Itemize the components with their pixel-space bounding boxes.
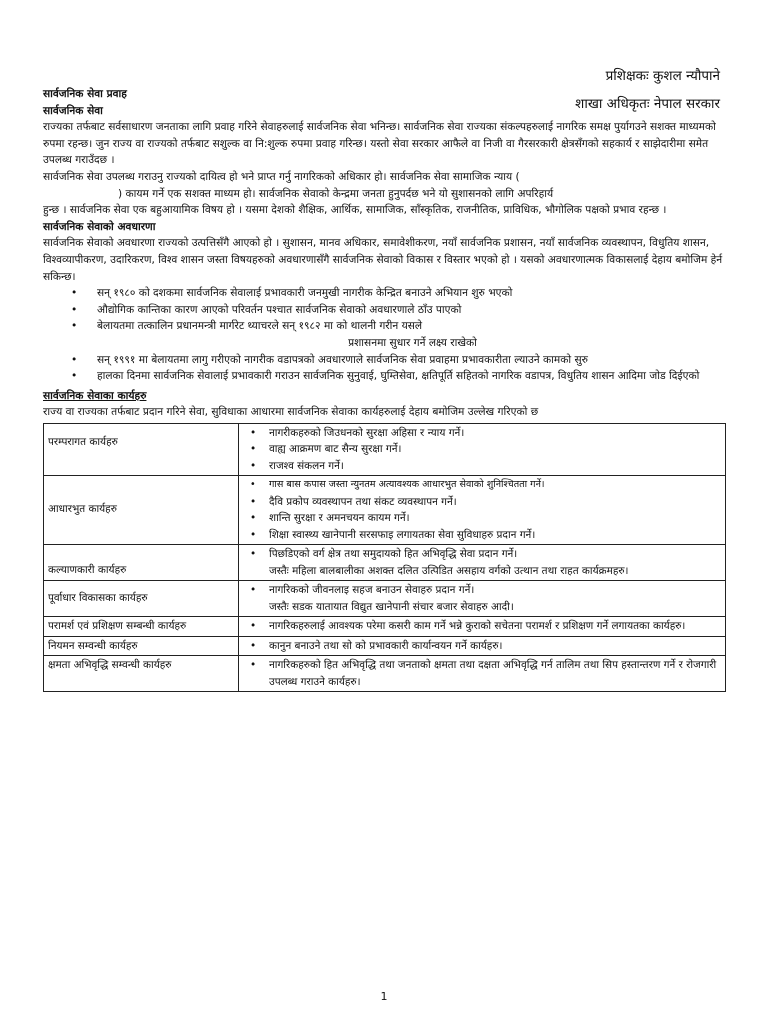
table-bullet-continued: जस्तैः सडक यातायात विद्युत खानेपानी संचार बजार सेवाहरु आदी।: [269, 600, 514, 613]
table-label-cell: नियमन सम्वन्धी कार्यहरु: [44, 636, 239, 656]
table-bullet: • पिछडिएको वर्ग क्षेत्र तथा समुदायको हित अभिवृद्धि सेवा प्रदान गर्ने।: [243, 546, 721, 563]
bullet-list: [43, 285, 728, 385]
section-subtitle: सार्वजनिक सेवा: [43, 104, 103, 117]
list-item: • औद्योगिक कान्तिका कारण आएको परिवर्तन पश्चात सार्वजनिक सेवाको अवधारणाले ठाँउ पाएको: [43, 302, 728, 319]
table-row: [44, 423, 726, 476]
list-item: • सन् १९८० को दशकमा सार्वजनिक सेवालाई प्रभावकारी जनमुखी नागरीक केन्द्रित बनाउने अभियान शुरु भएको: [43, 285, 728, 302]
table-label-cell: परम्परागत कार्यहरु: [44, 423, 239, 476]
table-bullet: • कानुन बनाउने तथा सो को प्रभावकारी कार्यान्वयन गर्ने कार्यहरु।: [243, 638, 721, 655]
table-content-cell: [239, 636, 726, 656]
table-row: [44, 656, 726, 692]
paragraph: सार्वजनिक सेवाको अवधारणा राज्यको उत्पत्तिसँगै आएको हो । सुशासन, मानव अधिकार, समावेशीकरण, नयाँ सार्वजनिक प्रशासन, नयाँ सार्वजनिक व्यवस्थापन, विधुतिय शासन, विश्वव्यापीकरण, उदारिकरण, विश्व शासन जस्ता विषयहरुको अवधारणासँगै सार्वजनिक सेवाको विकास र विस्तार भएको हो । यसको अवधारणात्मक विकासलाई देहाय बमोजिम हेर्न सकिन्छ।: [43, 237, 723, 283]
paragraph-continued: ) कायम गर्ने एक सशक्त माध्यम हो। सार्वजनिक सेवाको केन्द्रमा जनता हुनुपर्दछ भने यो सुशासनको लागि अपरिहार्य: [118, 187, 554, 200]
table-bullet-continued: जस्तैः महिला बालबालीका अशक्त दलित उत्पिडित असहाय वर्गको उत्थान तथा राहत कार्यक्रमहरु।: [269, 564, 629, 577]
table-content-cell: [239, 476, 726, 545]
section-title: सार्वजनिक सेवाको अवधारणा: [43, 220, 156, 233]
table-content-cell: [239, 581, 726, 617]
section-title: सार्वजनिक सेवाका कार्यहरु: [43, 389, 147, 402]
table-row: [44, 617, 726, 637]
table-bullet: • नागरिकको जीवनलाइ सहज बनाउन सेवाहरु प्रदान गर्ने।: [243, 582, 721, 599]
paragraph: राज्यका तर्फबाट सर्वसाधारण जनताका लागि प्रवाह गरिने सेवाहरुलाई सार्वजनिक सेवा भनिन्छ। सार्वजनिक सेवा राज्यका संकल्पहरुलाई नागरिक समक्ष पुर्यागउने सशक्त माध्यमको रुपमा रहन्छ। जुन राज्य वा राज्यको तर्फबाट सशुल्क वा नि:शुल्क रुपमा प्रवाह गरिन्छ। यस्तो सेवा सरकार आफैले वा निजी वा गैरसरकारी क्षेत्रसँगको सहकार्य र साझेदारीमा समेत उपलब्ध गराउँदछ ।: [43, 121, 716, 167]
paragraph-continued: हुन्छ । सार्वजनिक सेवा एक बहुआयामिक विषय हो । यसमा देशको शैक्षिक, आर्थिक, सामाजिक, साँस्कृतिक, राजनीतिक, प्राविधिक, भौगोलिक पक्षको प्रभाव रहन्छ ।: [43, 204, 667, 217]
list-item: [43, 318, 728, 351]
list-item-continued: प्रशासनमा सुधार गर्ने लक्ष्य राखेको: [348, 336, 477, 349]
table-content-cell: [239, 423, 726, 476]
instructor-name: प्रशिक्षकः कुशल न्यौपाने: [605, 68, 720, 84]
paragraph: राज्य वा राज्यका तर्फबाट प्रदान गरिने सेवा, सुविधाका आधारमा सार्वजनिक सेवाका कार्यहरुलाई देहाय बमोजिम उल्लेख गरिएको छ: [43, 406, 539, 419]
table-label-cell: आधारभुत कार्यहरु: [44, 476, 239, 545]
list-item: • सन् १९९१ मा बेलायतमा लागु गरीएको नागरीक वडापत्रको अवधारणाले सार्वजनिक सेवा प्रवाहमा प्रभावकारीता ल्याउने कामको सुरु: [43, 352, 728, 369]
list-item-text: बेलायतमा तत्कालिन प्रधानमन्त्री मार्गरेट थ्याचरले सन् १९८२ मा को थालनी गरीन यसले: [97, 320, 423, 333]
table-bullet: • नागरिकहरुलाई आवश्यक परेमा कसरी काम गर्ने भन्ने कुराको सचेतना परामर्श र प्रशिक्षण गर्ने लगायतका कार्यहरु।: [243, 618, 721, 635]
table-bullet: • शान्ति सुरक्षा र अमनचयन कायम गर्ने।: [243, 510, 721, 527]
table-bullet: • नागरिकहरुको हित अभिवृद्धि तथा जनताको क्षमता तथा दक्षता अभिवृद्धि गर्न तालिम तथा सिप हस्तान्तरण गर्ने र रोजगारी उपलब्ध गराउने कार्यहरु।: [243, 657, 721, 690]
table-row: [44, 581, 726, 617]
functions-table: [43, 423, 726, 693]
paragraph: सार्वजनिक सेवा उपलब्ध गराउनु राज्यको दायित्व हो भने प्राप्त गर्नु नागरिकको अधिकार हो। सार्वजनिक सेवा सामाजिक न्याय (: [43, 170, 520, 183]
page-number: 1: [380, 990, 388, 1003]
table-content-cell: [239, 656, 726, 692]
table-bullet: • नागरीकहरुको जिउधनको सुरक्षा अहिसा र न्याय गर्ने।: [243, 425, 721, 442]
table-label-cell: क्षमता अभिवृद्धि सम्वन्धी कार्यहरु: [44, 656, 239, 692]
table-content-cell: [239, 545, 726, 581]
table-row: [44, 545, 726, 581]
table-row: [44, 636, 726, 656]
table-bullet: • शिक्षा स्वास्थ्य खानेपानी सरसफाइ लगायतका सेवा सुविधाहरु प्रदान गर्ने।: [243, 527, 721, 544]
table-bullet: • दैवि प्रकोप व्यवस्थापन तथा संकट व्यवस्थापन गर्ने।: [243, 494, 721, 511]
section-title: सार्वजनिक सेवा प्रवाह: [43, 88, 127, 100]
author-position: शाखा अधिकृतः नेपाल सरकार: [575, 96, 720, 112]
table-bullet: • गास बास कपास जस्ता न्युनतम अत्यावश्यक आधारभुत सेवाको शुनिश्चितता गर्ने।: [243, 477, 721, 494]
table-content-cell: [239, 617, 726, 637]
table-row: [44, 476, 726, 545]
table-label-cell: पूर्वाधार विकासका कार्यहरु: [44, 581, 239, 617]
table-bullet: • वाह्य आक्रमण बाट सैन्य सुरक्षा गर्ने।: [243, 441, 721, 458]
document-body: [43, 86, 728, 692]
table-label-cell: परामर्श एवं प्रशिक्षण सम्बन्धी कार्यहरु: [44, 617, 239, 637]
table-bullet: • राजश्व संकलन गर्ने।: [243, 458, 721, 475]
list-item: • हालका दिनमा सार्वजनिक सेवालाई प्रभावकारी गराउन सार्वजनिक सुनुवाई, घुम्तिसेवा, क्षतिपूर्ति सहितको नागरिक वडापत्र, विधुतिय शासन आदिमा जोड दिईएको: [43, 368, 728, 385]
table-label-cell: कल्याणकारी कार्यहरु: [44, 545, 239, 581]
